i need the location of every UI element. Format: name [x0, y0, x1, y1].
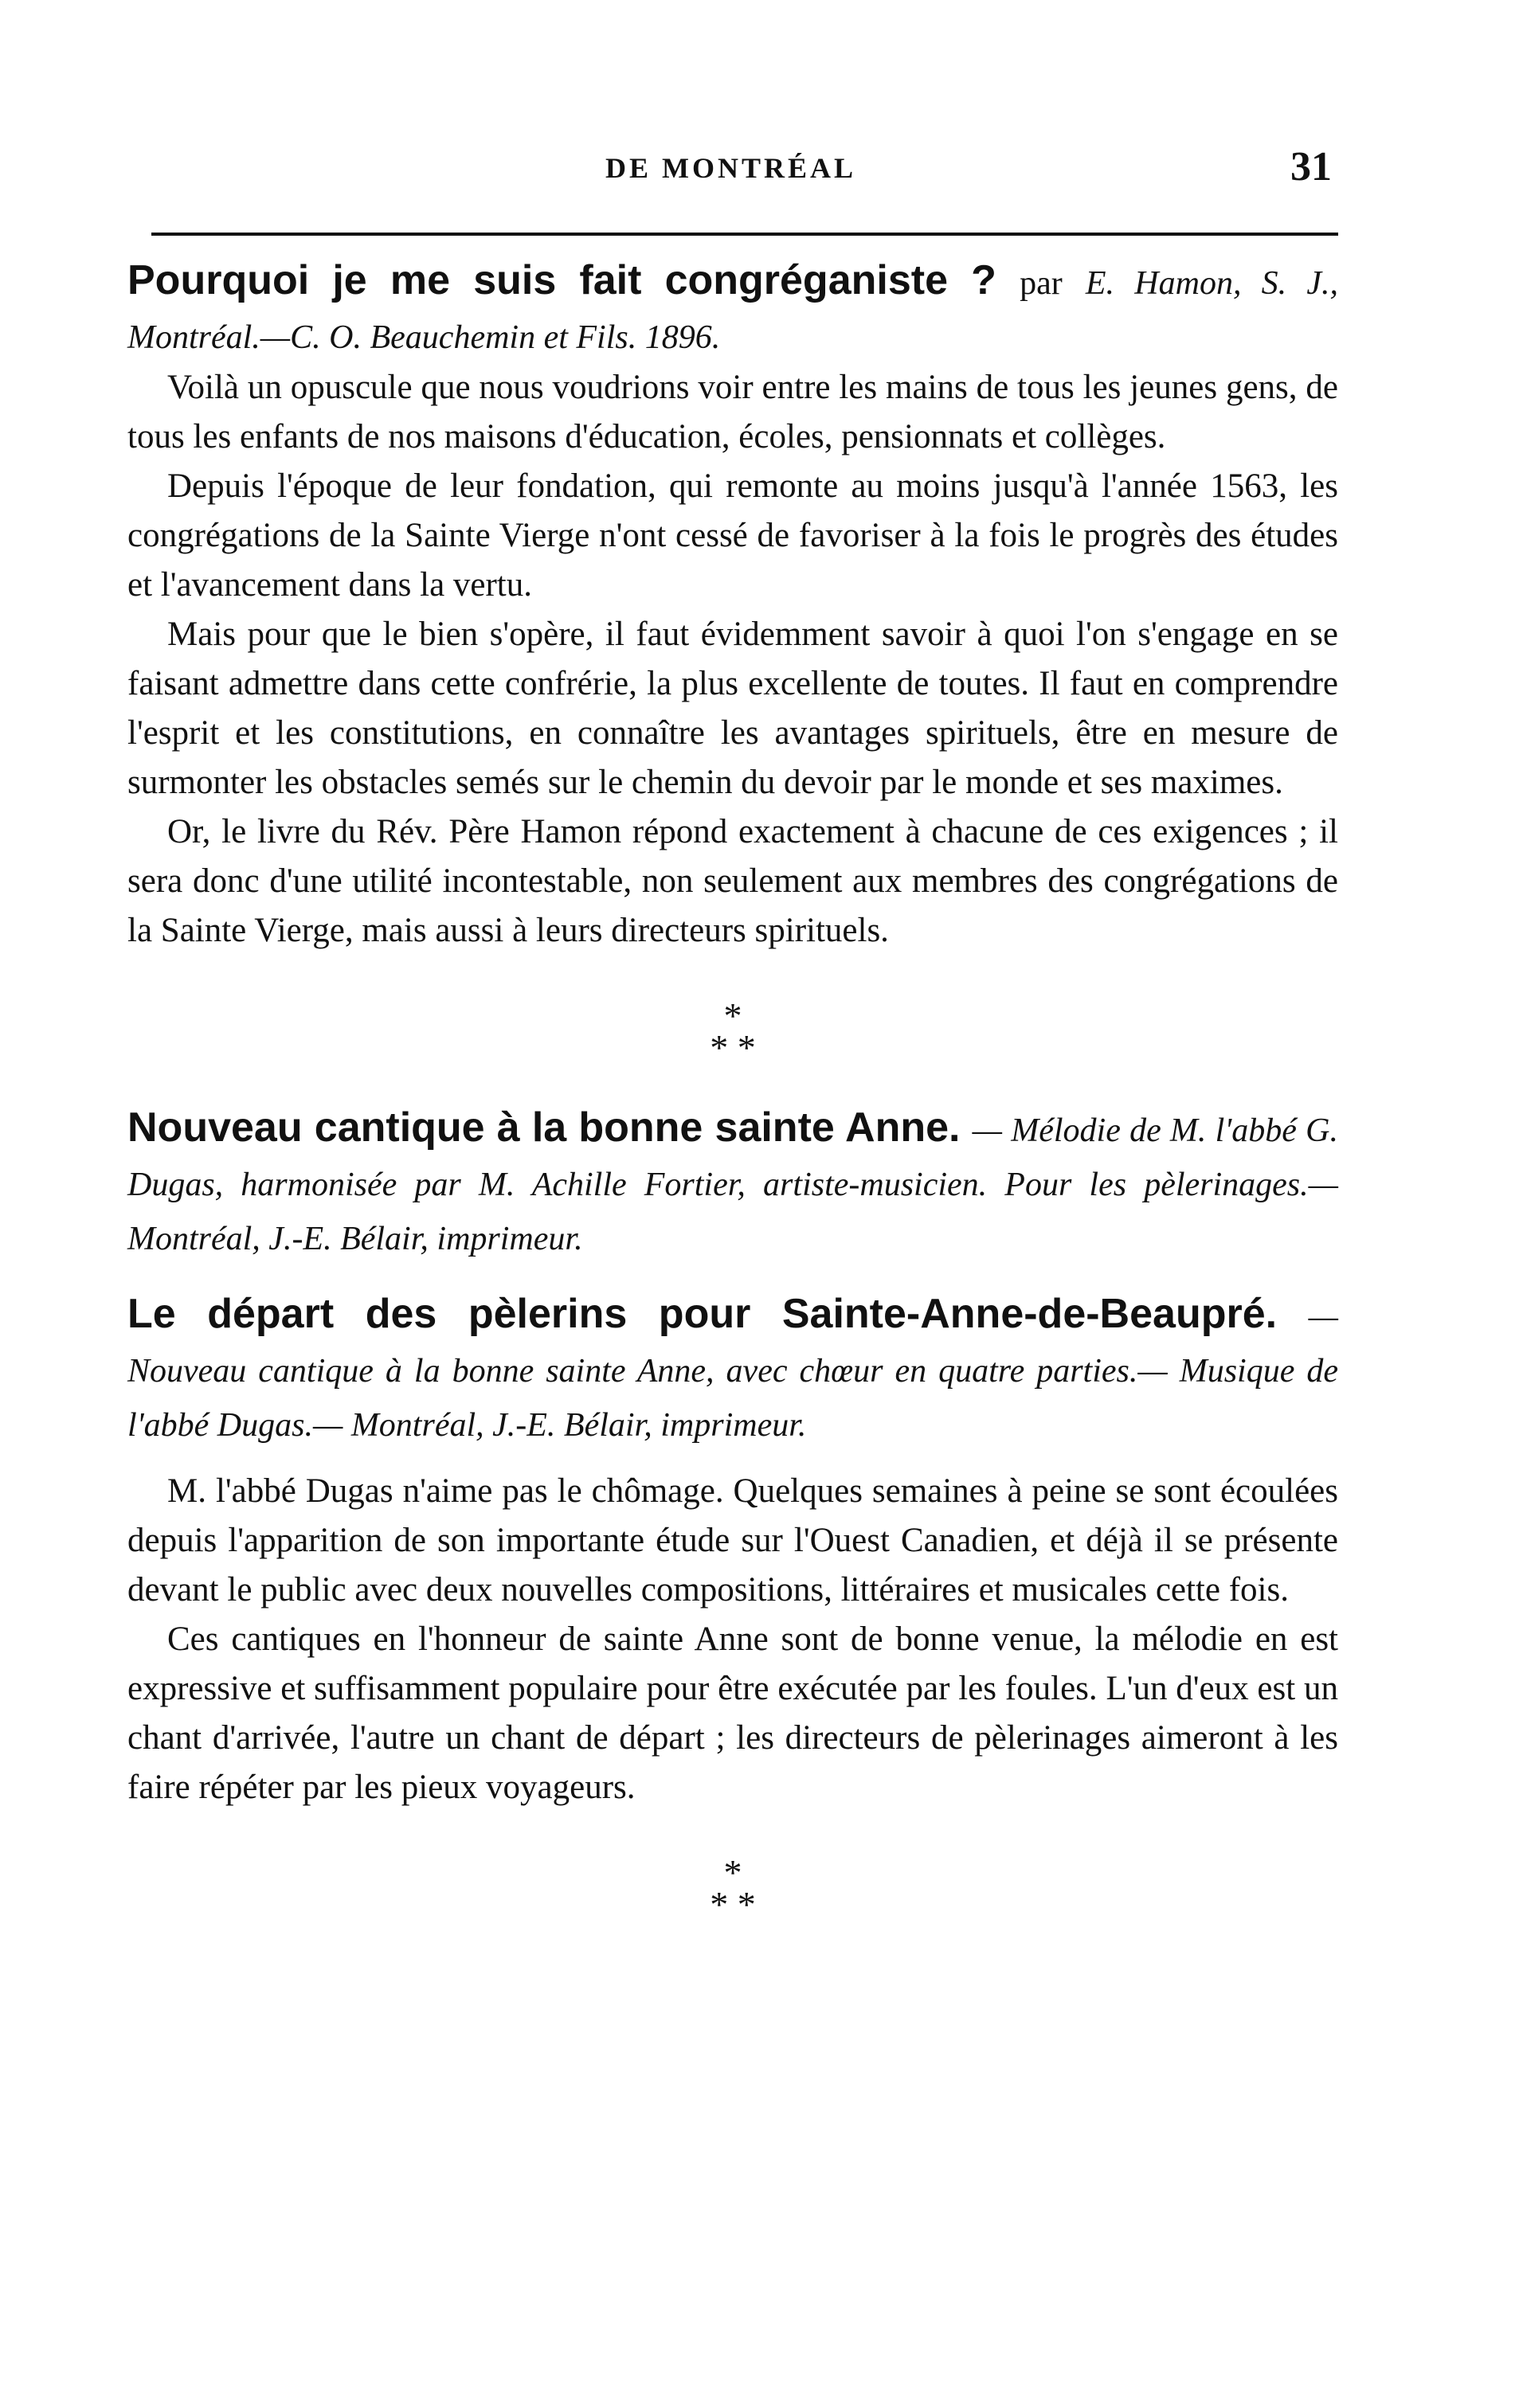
asterism-top: *: [723, 995, 742, 1036]
paragraph: Depuis l'époque de leur fondation, qui remonte au moins jusqu'à l'année 1563, les congrégations de la Sainte Vierge n'ont cessé de favoriser à la fois le progrès des études et l'avancement dans la vertu.: [127, 467, 1338, 604]
paragraph: Mais pour que le bien s'opère, il faut évidemment savoir à quoi l'on s'engage en se faisant admettre dans cette confrérie, la plus excellente de toutes. Il faut en comprendre l'esprit et les constitutions, en connaître les avantages spirituels, être en mesure de surmonter les obstacles semés sur le chemin du devoir par le monde et ses maximes.: [127, 616, 1338, 801]
entry-title-text: Le départ des pèlerins pour Sainte-Anne-de-Beaupré.: [127, 1291, 1278, 1337]
entry-title-text: Nouveau cantique à la bonne sainte Anne.: [127, 1104, 961, 1151]
entry-depart-pelerins: [127, 1288, 1338, 1812]
entry-citation: — Mélodie de M. l'abbé G. Dugas, harmonisée par M. Achille Fortier, artiste-musicien. Pour les pèlerinages.— Montréal, J.-E. Bélair, imprimeur.: [127, 1112, 1338, 1257]
entry-title-text: Pourquoi je me suis fait congréganiste ?: [127, 257, 996, 303]
asterism-top: *: [723, 1852, 742, 1893]
asterism-bottom: * *: [710, 1884, 756, 1925]
paragraph: M. l'abbé Dugas n'aime pas le chômage. Quelques semaines à peine se sont écoulées depuis l'apparition de son importante étude sur l'Ouest Canadien, et déjà il se présente devant le public avec deux nouvelles compositions, littéraires et musicales cette fois.: [127, 1472, 1338, 1609]
page-number: 31: [1290, 144, 1332, 190]
paragraph: Voilà un opuscule que nous voudrions voir entre les mains de tous les jeunes gens, de tous les enfants de nos maisons d'éducation, écoles, pensionnats et collèges.: [127, 369, 1338, 455]
entry-title: [127, 255, 1338, 363]
asterism-separator: [127, 1852, 1338, 1925]
entry-nouveau-cantique: [127, 1102, 1338, 1265]
entry-by: par: [1020, 265, 1063, 302]
entry-citation: — Nouveau cantique à la bonne sainte Anne, avec chœur en quatre parties.— Musique de l'abbé Dugas.— Montréal, J.-E. Bélair, imprimeur.: [127, 1299, 1338, 1444]
running-head: DE MONTRÉAL: [605, 152, 857, 184]
header-rule: [151, 233, 1338, 236]
entry-title: [127, 1288, 1338, 1451]
page-content: [127, 255, 1338, 1959]
paragraph: Ces cantiques en l'honneur de sainte Anne sont de bonne venue, la mélodie en est expressive et suffisamment populaire pour être exécutée par les foules. L'un d'eux est un chant d'arrivée, l'autre un chant de départ ; les directeurs de pèlerinages aimeront à les faire répéter par les pieux voyageurs.: [127, 1620, 1338, 1806]
page-header: [0, 143, 1519, 207]
entry-title: [127, 1102, 1338, 1265]
asterism-separator: [127, 995, 1338, 1068]
entry-citation: E. Hamon, S. J., Montréal.—C. O. Beauchemin et Fils. 1896.: [127, 265, 1339, 356]
entry-congreganiste: [127, 255, 1338, 956]
asterism-bottom: * *: [710, 1027, 756, 1068]
paragraph: Or, le livre du Rév. Père Hamon répond exactement à chacune de ces exigences ; il sera donc d'une utilité incontestable, non seulement aux membres des congrégations de la Sainte Vierge, mais aussi à leurs directeurs spirituels.: [127, 813, 1338, 949]
